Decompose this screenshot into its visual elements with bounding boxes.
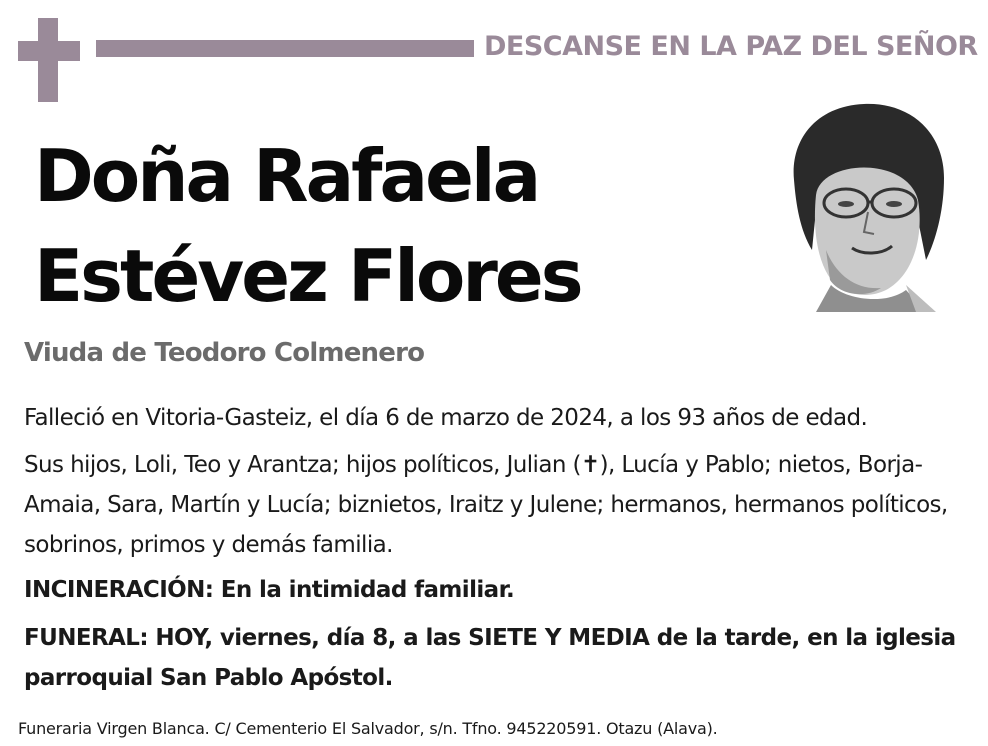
- death-notice: Falleció en Vitoria-Gasteiz, el día 6 de marzo de 2024, a los 93 años de edad.: [24, 405, 868, 431]
- deceased-cross-icon: ✝: [580, 452, 600, 478]
- family-text-part1: Sus hijos, Loli, Teo y Arantza; hijos políticos, Julian (: [24, 452, 581, 478]
- cross-icon: [18, 18, 80, 102]
- portrait-photo: [786, 100, 948, 312]
- deceased-name-line1: Doña Rafaela: [34, 134, 539, 218]
- deceased-name-line2: Estévez Flores: [34, 234, 581, 318]
- cremation-notice: INCINERACIÓN: En la intimidad familiar.: [24, 577, 515, 603]
- widow-subtitle: Viuda de Teodoro Colmenero: [24, 338, 425, 368]
- family-paragraph: [24, 445, 964, 565]
- cross-horizontal-bar: [18, 41, 80, 61]
- header-motto: DESCANSE EN LA PAZ DEL SEÑOR: [484, 31, 978, 62]
- header-rule: [96, 40, 474, 57]
- funeral-home-footer: Funeraria Virgen Blanca. C/ Cementerio El Salvador, s/n. Tfno. 945220591. Otazu (Alava).: [18, 719, 718, 738]
- family-text-part2: ), Lucía y Pablo; nietos, Borja-Amaia, Sara, Martín y Lucía; biznietos, Iraitz y Julene; hermanos, hermanos políticos, sobrinos, primos y demás familia.: [24, 452, 948, 558]
- funeral-notice: FUNERAL: HOY, viernes, día 8, a las SIETE Y MEDIA de la tarde, en la iglesia parroquial San Pablo Apóstol.: [24, 625, 956, 691]
